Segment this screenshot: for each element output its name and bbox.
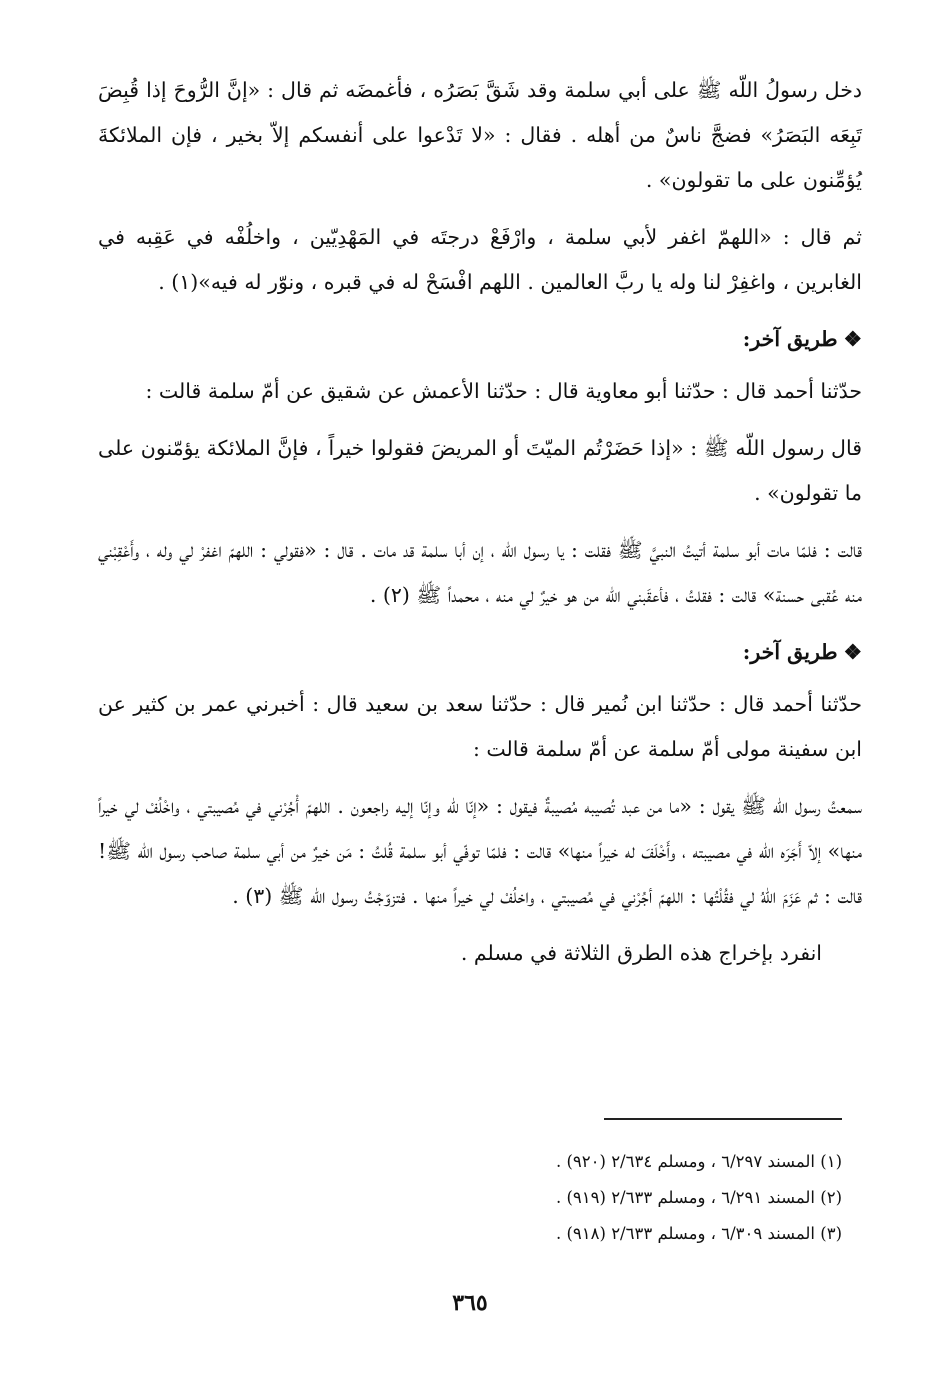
paragraph-2: ثم قال : «اللهمّ اغفر لأبي سلمة ، وارْفَعْ درجتَه في المَهْدِيّين ، واخلُفْه في عَقِبه في الغابرين ، واغفِرْ لنا وله يا ربَّ العالمين . اللهم افْسَحْ له في قبره ، ونوّر له فيه»(١) . — [98, 225, 862, 294]
heading-text: طريق آخر: — [742, 327, 838, 351]
paragraph-4: قال رسول اللّه ﷺ : «إذا حَضَرْتُم الميّتَ أو المريضَ فقولوا خيراً ، فإنَّ الملائكة يؤمّنون على ما تقولون» . — [98, 436, 862, 505]
page-body — [98, 68, 862, 976]
footnote-1: (١) المسند ٦/٢٩٧ ، ومسلم ٢/٦٣٤ (٩٢٠) . — [555, 1152, 842, 1171]
section-heading-2 — [98, 630, 862, 674]
paragraph-5: قالت : فلمّا مات أبو سلمة أتيتُ النبيَّ ﷺ فقلت : يا رسول اللّه ، إن أبا سلمة قد مات . قال : «فقولي : اللهمّ اغفرْ لي وله ، وأَعْقِبْني منه عُقبى حسنة» قالت : فقلتُ ، فأعقَبني اللّه من هو خيرٌ لي منه ، محمداً ﷺ (٢) . — [98, 538, 862, 607]
footnote-3: (٣) المسند ٦/٣٠٩ ، ومسلم ٢/٦٣٣ (٩١٨) . — [555, 1224, 842, 1243]
footnote-2: (٢) المسند ٦/٢٩١ ، ومسلم ٢/٦٣٣ (٩١٩) . — [555, 1188, 842, 1207]
section-heading-1 — [98, 317, 862, 361]
diamond-bullet-icon: ❖ — [843, 640, 862, 664]
page-number: ٣٦٥ — [452, 1290, 488, 1316]
heading-text: طريق آخر: — [742, 640, 838, 664]
paragraph-1: دخل رسولُ اللّه ﷺ على أبي سلمة وقد شَقَّ بَصَرُه ، فأغمضَه ثم قال : «إنَّ الرُّوحَ إذا قُبِضَ تَبِعَه البَصَرُ» فضجَّ ناسٌ من أهله . فقال : «لا تَدْعوا على أنفسكم إلاّ بخير ، فإن الملائكةَ يُؤمِّنون على ما تقولون» . — [98, 78, 863, 192]
paragraph-6: حدّثنا أحمد قال : حدّثنا ابن نُمير قال : حدّثنا سعد بن سعيد قال : أخبرني عمر بن كثير عن ابن سفينة مولى أمّ سلمة عن أمّ سلمة قالت : — [98, 692, 862, 761]
diamond-bullet-icon: ❖ — [843, 327, 862, 351]
paragraph-3: حدّثنا أحمد قال : حدّثنا أبو معاوية قال : حدّثنا الأعمش عن شقيق عن أمّ سلمة قالت : — [145, 379, 862, 403]
paragraph-7: سمعتُ رسول اللّه ﷺ يقول : «ما من عبد تُصيبه مُصيبةٌ فيقول : «إنّا للّه وإنّا إليه راجعون . اللهمّ أْجُرْني في مُصيبتي ، واخْلُفْ لي خيراً منها» إلاّ أَجَرَه اللّه في مصيبته ، وأَخْلَفَ له خيراً منها» قالت : فلمّا توفّي أبو سلمة قُلتُ : مَن خيرٌ من أبي سلمة صاحب رسول اللّه ﷺ! قالت : ثم عَزَمَ اللّهُ لي فقُلْتُها : اللهمّ أجُرْني في مُصيبتي ، واخلُفْ لي خيراً منها . فتزوّجْتُ رسول اللّه ﷺ (٣) . — [98, 794, 862, 908]
footnote-divider — [604, 1118, 842, 1120]
footnotes — [342, 1144, 842, 1252]
closing-note: انفرد بإخراج هذه الطرق الثلاثة في مسلم . — [460, 941, 822, 965]
